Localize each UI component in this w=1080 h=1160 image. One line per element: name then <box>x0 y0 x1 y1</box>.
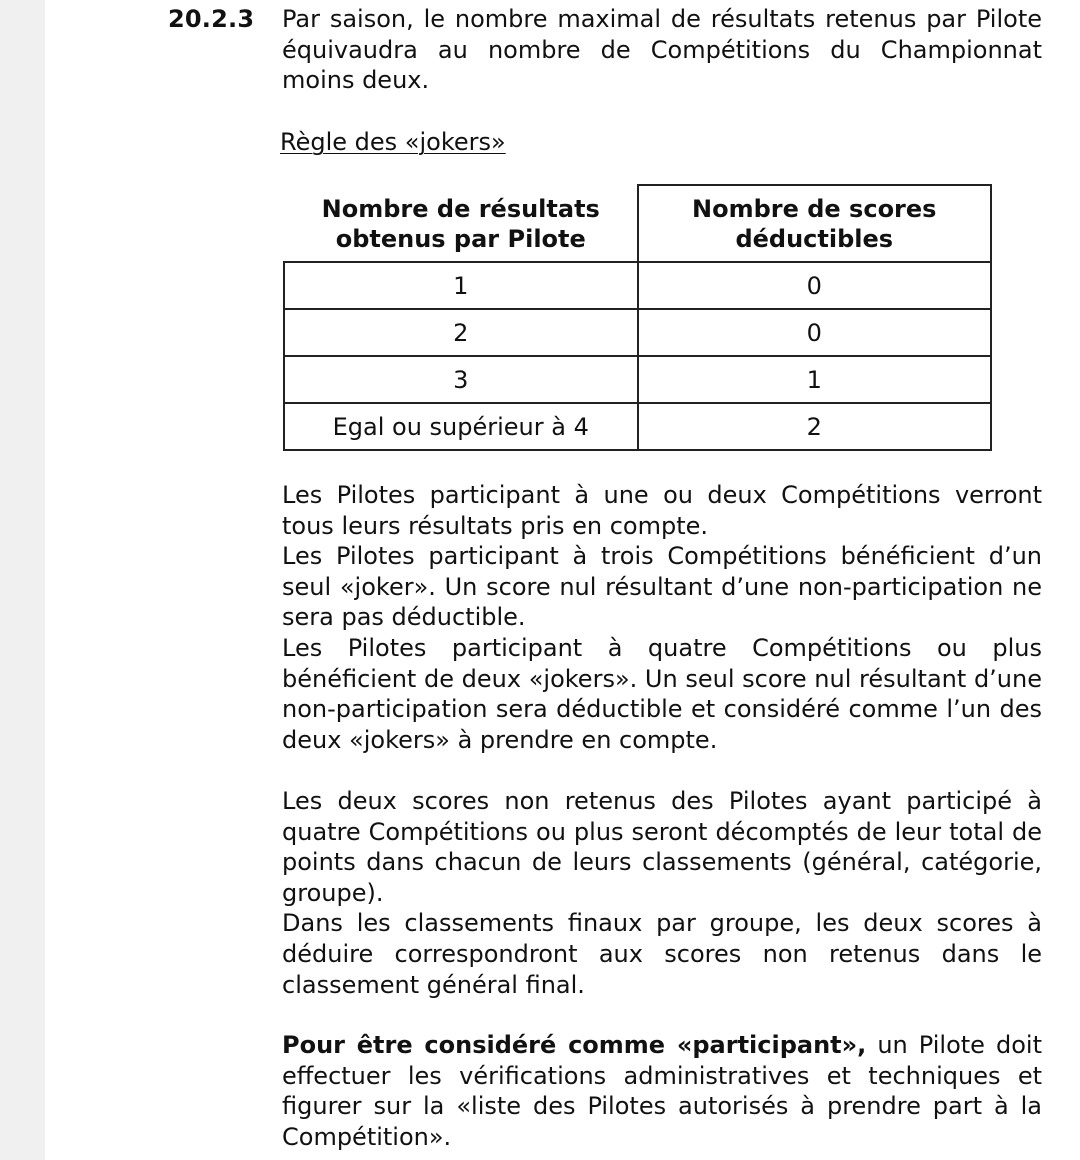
article-intro <box>282 4 1042 96</box>
paragraph-participant-definition <box>282 1030 1042 1152</box>
article-number: 20.2.3 <box>168 5 255 33</box>
header-deductible-scores: Nombre de scores déductibles <box>638 185 992 262</box>
jokers-table <box>283 184 992 451</box>
cell-results: 3 <box>284 356 638 403</box>
cell-deductible: 0 <box>638 262 992 309</box>
table-header-row <box>284 185 991 262</box>
participant-definition-text: un Pilote doit effectuer les vérifications administratives et techniques et figurer sur la «liste des Pilotes autorisés à prendre part à la Compétition». <box>282 1031 1042 1151</box>
table-row <box>284 356 991 403</box>
paragraph-one-or-two-competitions: Les Pilotes participant à une ou deux Compétitions verront tous leurs résultats pris en compte. <box>282 481 1042 540</box>
cell-results: 2 <box>284 309 638 356</box>
intro-paragraph: Par saison, le nombre maximal de résultats retenus par Pilote équivaudra au nombre de Compétitions du Championnat moins deux. <box>282 5 1042 95</box>
participant-definition-lead: Pour être considéré comme «participant», <box>282 1031 867 1059</box>
table-row <box>284 262 991 309</box>
jokers-rule-heading: Règle des «jokers» <box>280 128 506 156</box>
deduction-block <box>282 786 1042 1000</box>
paragraph-three-competitions: Les Pilotes participant à trois Compétitions bénéficient d’un seul «joker». Un score nul résultant d’une non-participation ne sera pas déductible. <box>282 542 1042 632</box>
participant-definition-block <box>282 1030 1042 1152</box>
table-row <box>284 403 991 450</box>
cell-deductible: 0 <box>638 309 992 356</box>
header-results-per-pilot: Nombre de résultats obtenus par Pilote <box>284 185 638 262</box>
page-margin <box>0 0 45 1160</box>
cell-results: 1 <box>284 262 638 309</box>
cell-deductible: 1 <box>638 356 992 403</box>
table-row <box>284 309 991 356</box>
paragraph-scores-not-retained: Les deux scores non retenus des Pilotes ayant participé à quatre Compétitions ou plus seront décomptés de leur total de points dans chacun de leurs classements (général, catégorie, groupe). <box>282 787 1042 907</box>
paragraph-group-classifications: Dans les classements finaux par groupe, les deux scores à déduire correspondront aux scores non retenus dans le classement général final. <box>282 909 1042 999</box>
cell-deductible: 2 <box>638 403 992 450</box>
cell-results: Egal ou supérieur à 4 <box>284 403 638 450</box>
jokers-explanation-block <box>282 480 1042 755</box>
paragraph-four-or-more-competitions: Les Pilotes participant à quatre Compétitions ou plus bénéficient de deux «jokers». Un seul score nul résultant d’une non-participation sera déductible et considéré comme l’un des deux «jokers» à prendre en compte. <box>282 633 1042 754</box>
